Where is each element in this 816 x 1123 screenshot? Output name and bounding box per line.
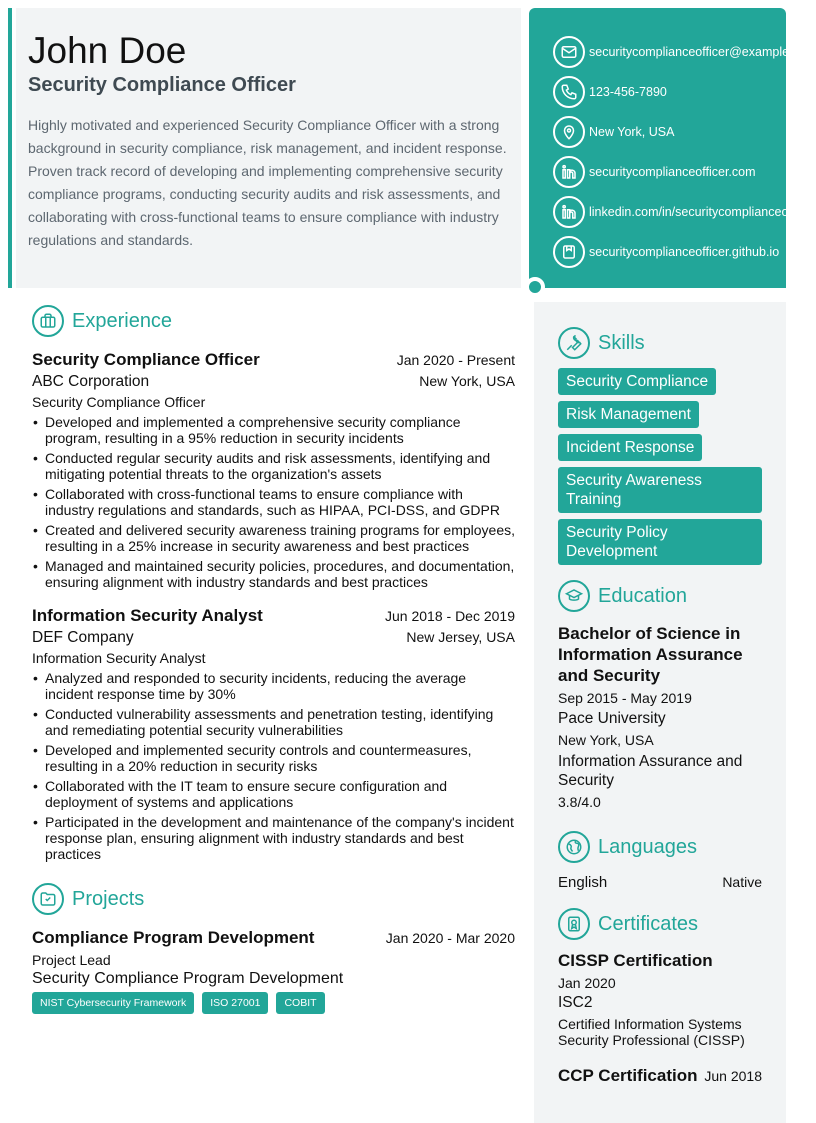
project-tags [32,992,515,1014]
contact-website[interactable] [529,152,786,192]
certificate-name: CCP Certification [558,1066,698,1085]
education-field: Information Assurance and Security [558,753,743,789]
location-icon [553,116,585,148]
skill-badge: Security Policy Development [558,519,762,565]
job-bullet: • Collaborated with the IT team to ensure secure configuration and deployment of systems and applications [32,778,515,810]
linkedin-icon [553,156,585,188]
education-title: Education [598,584,687,607]
education-degree: Bachelor of Science in Information Assurance and Security [558,624,743,685]
language-level: Native [722,874,762,890]
job-bullet: • Analyzed and responded to security incidents, reducing the average incident response time by 30% [32,670,515,702]
education-location: New York, USA [558,732,654,748]
job-role: Information Security Analyst [32,650,206,666]
contact-email-text: securitycomplianceofficer@example.com [589,45,816,59]
job-dates: Jan 2020 - Present [396,352,515,368]
job-bullet: • Created and delivered security awareness training programs for employees, resulting in a 25% increase in security awareness and best practices [32,522,515,554]
certificates-title: Certificates [598,912,699,935]
projects-header [32,882,515,916]
email-icon [553,36,585,68]
header-panel [16,8,521,288]
skill-badge: Security Awareness Training [558,467,762,513]
experience-header [32,304,515,338]
project-tag: NIST Cybersecurity Framework [32,992,194,1014]
phone-icon [553,76,585,108]
certificate-date: Jan 2020 [558,975,616,991]
job-bullet: • Conducted vulnerability assessments and penetration testing, identifying and remediating potential security vulnerabilities [32,706,515,738]
job-bullet: • Developed and implemented security controls and countermeasures, resulting in a 20% reduction in security risks [32,742,515,774]
job-bullet: • Managed and maintained security policies, procedures, and documentation, ensuring alignment with industry standards and best practices [32,558,515,590]
skills-header [558,326,762,360]
skill-badge: Incident Response [558,434,702,461]
briefcase-icon [32,305,64,337]
language-name: English [558,874,608,891]
github-icon [553,236,585,268]
job-entry [32,606,515,862]
job-entry [32,350,515,590]
contact-linkedin[interactable] [529,192,816,232]
job-title: Information Security Analyst [32,606,263,625]
certificate-entry [558,1064,762,1086]
globe-icon [558,831,590,863]
candidate-name: John Doe [28,30,187,71]
contact-location [529,112,786,152]
folder-icon [32,883,64,915]
skill-badge: Risk Management [558,401,699,428]
languages-title: Languages [598,835,697,858]
certificates-header [558,907,762,941]
projects-title: Projects [72,887,145,910]
languages-header [558,830,762,864]
certificate-date: Jun 2018 [704,1068,762,1084]
candidate-title: Security Compliance Officer [28,74,296,96]
accent-bar [8,8,12,288]
project-entry [32,928,515,1014]
education-entry [558,623,762,810]
contact-linkedin-text: linkedin.com/in/securitycomplianceofficer [589,205,816,219]
job-title: Security Compliance Officer [32,350,260,369]
wrench-icon [558,327,590,359]
job-dates: Jun 2018 - Dec 2019 [385,608,515,624]
project-dates: Jan 2020 - Mar 2020 [385,930,515,946]
project-description: Security Compliance Program Development [32,970,344,987]
job-role: Security Compliance Officer [32,394,206,410]
education-dates: Sep 2015 - May 2019 [558,690,692,706]
certificate-entry [558,951,762,1048]
project-role: Project Lead [32,952,111,968]
job-company: ABC Corporation [32,373,150,390]
certificate-name: CISSP Certification [558,951,713,970]
contact-location-text: New York, USA [589,125,675,139]
job-location: New York, USA [419,373,515,389]
graduation-cap-icon [558,580,590,612]
contact-phone[interactable] [529,72,786,112]
summary: Highly motivated and experienced Security Compliance Officer with a strong background in security compliance, risk management, and incident response. Proven track record of developing and implementing comprehensive security compliance programs, conducting security audits and risk assessments, and collaborating with cross-functional teams to ensure compliance with industry regulations and standards. [28,117,507,248]
education-gpa: 3.8/4.0 [558,794,601,810]
language-entry [558,874,762,891]
project-tag: COBIT [276,992,324,1014]
skills-list [558,368,762,565]
contact-phone-text: 123-456-7890 [589,85,667,99]
job-location: New Jersey, USA [406,629,515,645]
job-bullets [32,414,515,590]
education-school: Pace University [558,710,666,727]
contact-email[interactable] [529,32,816,72]
main-column [32,304,515,1014]
job-bullet: • Conducted regular security audits and risk assessments, identifying and mitigating potential threats to the organization's assets [32,450,515,482]
job-company: DEF Company [32,629,134,646]
contact-github[interactable] [529,232,786,272]
contact-github-text: securitycomplianceofficer.github.io [589,245,780,259]
job-bullet: • Developed and implemented a comprehensive security compliance program, resulting in a 95% reduction in security incidents [32,414,515,446]
education-header [558,579,762,613]
contact-website-text: securitycomplianceofficer.com [589,165,756,179]
job-bullet: • Participated in the development and maintenance of the company's incident response plan, ensuring alignment with industry standards and best practices [32,814,515,862]
job-bullet: • Collaborated with cross-functional teams to ensure compliance with industry regulations and standards, such as HIPAA, PCI-DSS, and GDPR [32,486,515,518]
job-bullets [32,670,515,862]
decorative-dot [525,277,545,297]
certificate-icon [558,908,590,940]
certificate-description: Certified Information Systems Security Professional (CISSP) [558,1016,745,1048]
experience-title: Experience [72,309,173,332]
skill-badge: Security Compliance [558,368,716,395]
project-name: Compliance Program Development [32,928,315,947]
linkedin-icon [553,196,585,228]
certificate-issuer: ISC2 [558,994,593,1011]
skills-title: Skills [598,331,645,354]
project-tag: ISO 27001 [202,992,268,1014]
sidebar-column [534,302,786,1123]
contact-panel [529,8,816,288]
